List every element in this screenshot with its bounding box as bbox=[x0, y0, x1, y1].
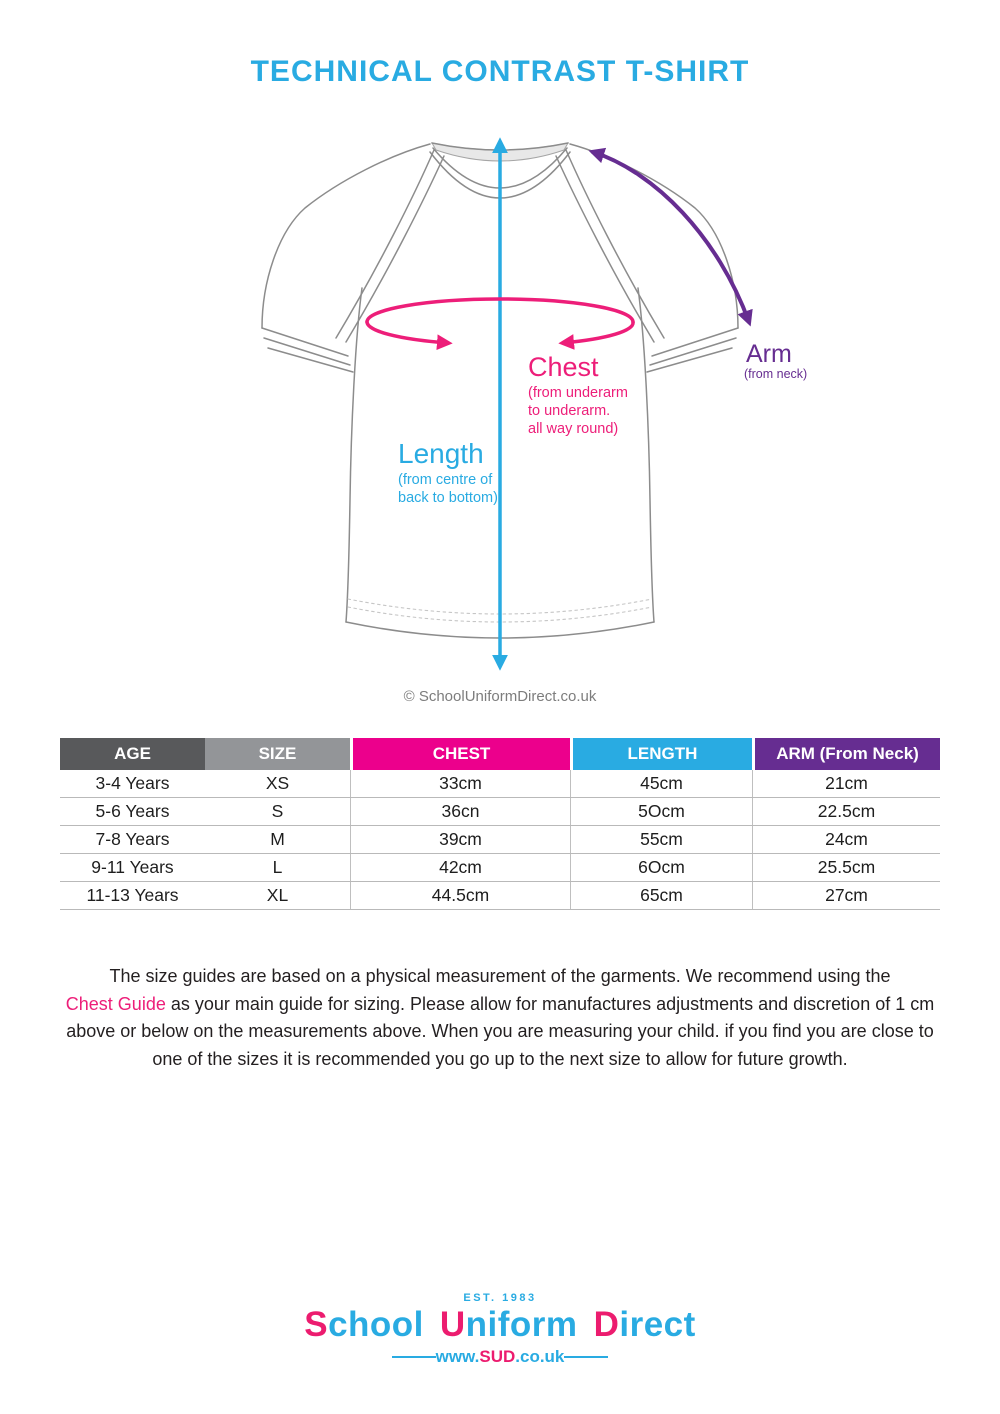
cell-size: S bbox=[271, 801, 284, 821]
note-line-4: one of the sizes it is recommended you go up to the next size to allow for future growth. bbox=[152, 1048, 848, 1069]
cell-age: 9-11 Years bbox=[91, 857, 174, 877]
url-sud: SUD bbox=[479, 1347, 516, 1366]
logo-word-uniform: Uniform bbox=[439, 1305, 578, 1344]
logo-wordmark bbox=[0, 1305, 1000, 1345]
header-size: SIZE bbox=[205, 738, 350, 770]
brand-logo bbox=[0, 1292, 1000, 1367]
logo-word-school: School bbox=[304, 1305, 424, 1344]
cell-size: XL bbox=[266, 885, 289, 905]
length-label: Length bbox=[398, 438, 484, 469]
header-chest: CHEST bbox=[350, 738, 570, 770]
note-line-3: above or below on the measurements above. When you are measuring your child. if you find you are close to bbox=[66, 1021, 934, 1041]
header-length: LENGTH bbox=[570, 738, 752, 770]
header-age: AGE bbox=[60, 738, 205, 770]
cell-size: XS bbox=[265, 773, 290, 793]
note-line-2-rest: as your main guide for sizing. Please allow for manufactures adjustments and discretion of 1 cm bbox=[165, 993, 935, 1014]
cell-arm: 21cm bbox=[752, 770, 940, 797]
cell-arm: 27cm bbox=[752, 882, 940, 909]
header-arm: ARM (From Neck) bbox=[752, 738, 940, 770]
page-title: TECHNICAL CONTRAST T-SHIRT bbox=[250, 55, 750, 88]
chest-sublabel: (from underarm to underarm. all way round) bbox=[528, 385, 628, 437]
table-row bbox=[60, 826, 940, 854]
dash-left bbox=[392, 1356, 436, 1358]
length-sublabel: (from centre of back to bottom) bbox=[398, 472, 498, 506]
cell-length: 55cm bbox=[570, 826, 752, 853]
cell-arm: 25.5cm bbox=[752, 854, 940, 881]
cell-length: 5Ocm bbox=[570, 798, 752, 825]
table-row bbox=[60, 882, 940, 910]
table-row bbox=[60, 854, 940, 882]
sizing-note bbox=[50, 963, 950, 1073]
cell-size: L bbox=[272, 857, 283, 877]
cell-age: 11-13 Years bbox=[86, 885, 179, 905]
cell-age: 5-6 Years bbox=[95, 801, 170, 821]
note-line-1: The size guides are based on a physical measurement of the garments. We recommend using the bbox=[109, 966, 891, 986]
cell-length: 6Ocm bbox=[570, 854, 752, 881]
arm-label: Arm bbox=[746, 340, 792, 368]
size-table bbox=[60, 738, 940, 910]
logo-word-direct: Direct bbox=[593, 1305, 696, 1344]
cell-age: 3-4 Years bbox=[95, 773, 170, 793]
cell-age: 7-8 Years bbox=[95, 829, 170, 849]
cell-length: 65cm bbox=[570, 882, 752, 909]
cell-chest: 36cn bbox=[350, 798, 570, 825]
arm-sublabel: (from neck) bbox=[744, 367, 808, 381]
est-1983-text: EST. 1983 bbox=[463, 1292, 537, 1304]
cell-arm: 24cm bbox=[752, 826, 940, 853]
copyright-text: © SchoolUniformDirect.co.uk bbox=[403, 688, 597, 705]
dash-right bbox=[564, 1356, 608, 1358]
cell-arm: 22.5cm bbox=[752, 798, 940, 825]
arm-arrow bbox=[593, 152, 749, 322]
chest-guide-highlight: Chest Guide bbox=[65, 993, 166, 1014]
url-couk: .co.uk bbox=[515, 1347, 565, 1366]
cell-length: 45cm bbox=[570, 770, 752, 797]
table-row bbox=[60, 798, 940, 826]
note-line-2 bbox=[50, 991, 950, 1019]
cell-chest: 42cm bbox=[350, 854, 570, 881]
table-row bbox=[60, 770, 940, 798]
cell-chest: 33cm bbox=[350, 770, 570, 797]
cell-size: M bbox=[270, 829, 285, 849]
size-table-header bbox=[60, 738, 940, 770]
chest-label: Chest bbox=[528, 352, 599, 382]
cell-chest: 44.5cm bbox=[350, 882, 570, 909]
logo-url bbox=[0, 1347, 1000, 1367]
url-www: www. bbox=[435, 1347, 480, 1366]
cell-chest: 39cm bbox=[350, 826, 570, 853]
